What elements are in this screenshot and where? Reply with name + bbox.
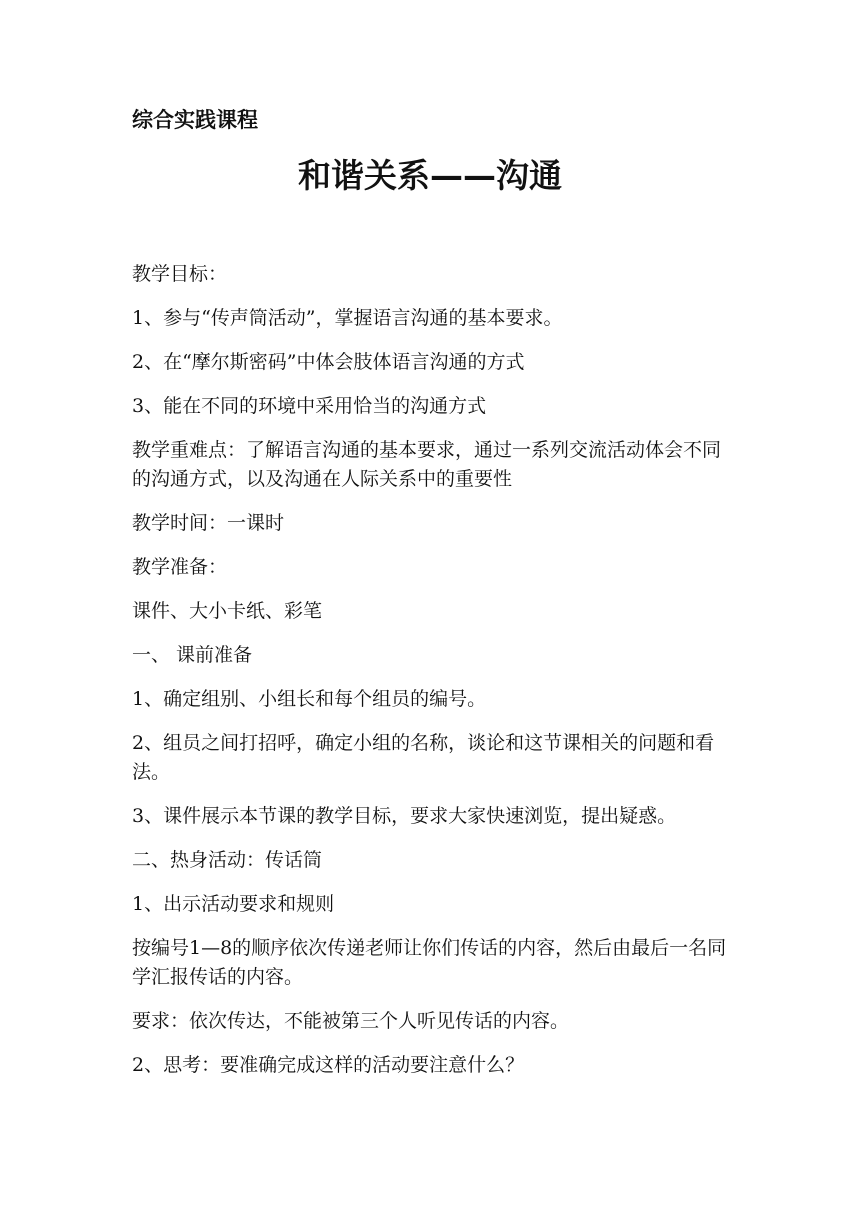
- warmup-step: 2、思考：要准确完成这样的活动要注意什么？: [132, 1054, 525, 1076]
- objective-item: 1、参与“传声筒活动”，掌握语言沟通的基本要求。: [132, 307, 563, 329]
- teaching-time: 教学时间：一课时: [132, 512, 285, 534]
- section-label-objectives: 教学目标：: [132, 263, 228, 285]
- preclass-step: 3、课件展示本节课的教学目标，要求大家快速浏览，提出疑惑。: [132, 805, 677, 827]
- document-body: [132, 260, 734, 1095]
- preclass-step: 1、确定组别、小组长和每个组员的编号。: [132, 688, 487, 710]
- preparation-materials: 课件、大小卡纸、彩笔: [132, 600, 323, 622]
- objective-item: 2、在“摩尔斯密码”中体会肢体语言沟通的方式: [132, 351, 525, 373]
- objective-item: 3、能在不同的环境中采用恰当的沟通方式: [132, 395, 487, 417]
- warmup-rule: 按编号1—8的顺序依次传递老师让你们传话的内容，然后由最后一名同学汇报传话的内容。: [132, 937, 727, 988]
- document-title: 和谐关系——沟通: [298, 156, 562, 195]
- key-difficulties: 教学重难点：了解语言沟通的基本要求，通过一系列交流活动体会不同的沟通方式，以及沟通在人际关系中的重要性: [132, 439, 722, 490]
- section-heading-preclass: 一、 课前准备: [132, 644, 253, 666]
- warmup-requirement: 要求：依次传达，不能被第三个人听见传话的内容。: [132, 1010, 570, 1032]
- warmup-step: 1、出示活动要求和规则: [132, 893, 335, 915]
- preclass-step: 2、组员之间打招呼，确定小组的名称，谈论和这节课相关的问题和看法。: [132, 732, 715, 783]
- section-heading-warmup: 二、热身活动：传话筒: [132, 849, 323, 871]
- section-label-preparation: 教学准备：: [132, 556, 228, 578]
- course-category: 综合实践课程: [132, 108, 258, 132]
